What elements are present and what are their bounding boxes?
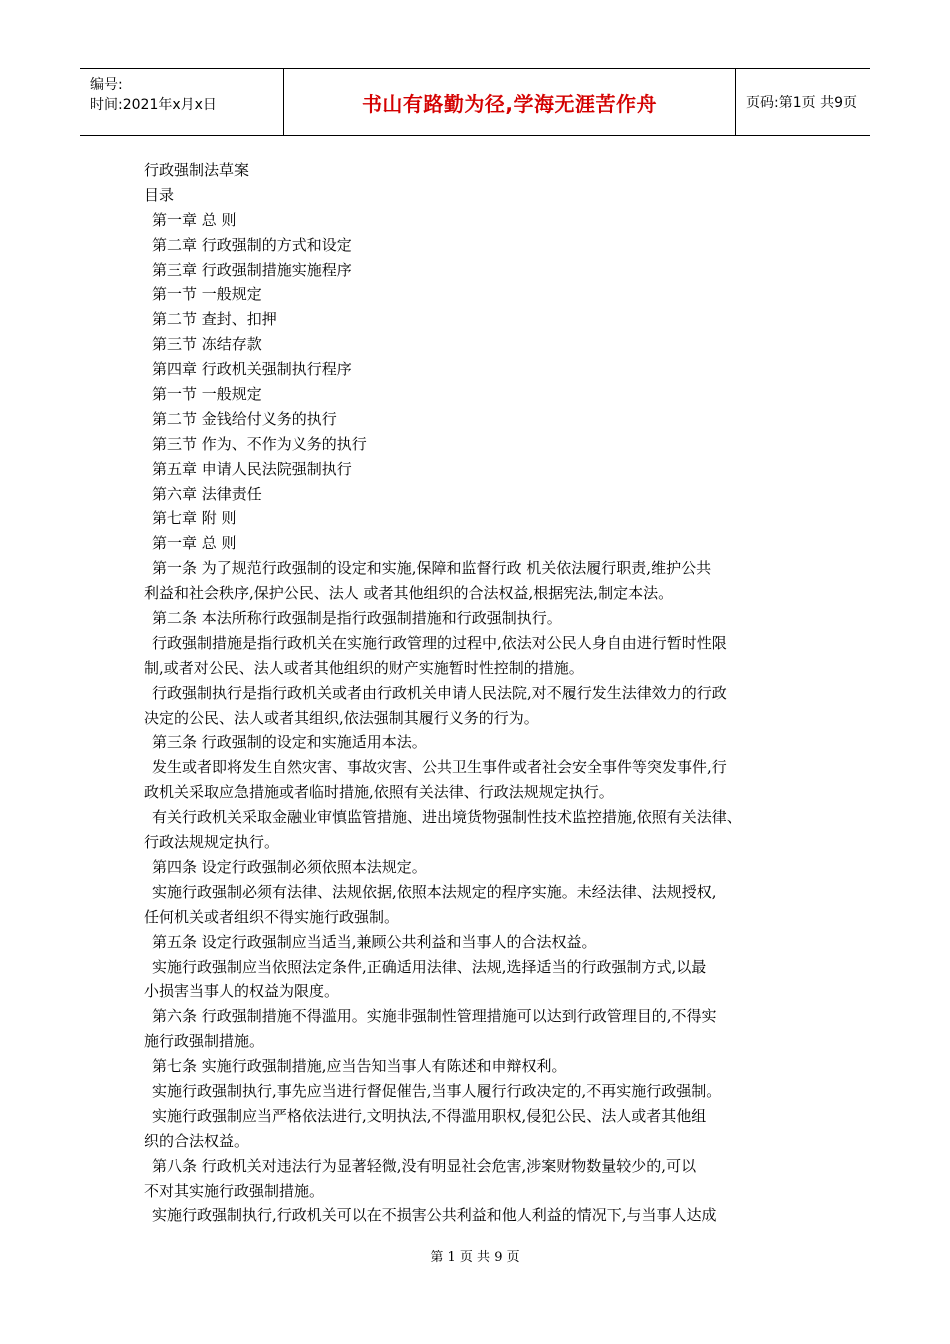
text-line: 第二节 查封、扣押 (152, 310, 277, 329)
text-line: 发生或者即将发生自然灾害、事故灾害、公共卫生事件或者社会安全事件等突发事件,行 (152, 758, 727, 777)
text-line: 第二节 金钱给付义务的执行 (152, 409, 337, 428)
document-body (144, 158, 824, 1228)
header-motto: 书山有路勤为径,学海无涯苦作舟 (284, 69, 736, 135)
text-line: 第一节 一般规定 (152, 285, 262, 304)
document-date-label: 时间:2021年x月x日 (90, 97, 217, 113)
text-line: 实施行政强制应当严格依法进行,文明执法,不得滥用职权,侵犯公民、法人或者其他组 (152, 1106, 707, 1125)
document-number-label: 编号: (90, 77, 123, 93)
text-line: 政机关采取应急措施或者临时措施,依照有关法律、行政法规规定执行。 (144, 783, 614, 802)
text-line: 行政法规规定执行。 (144, 833, 280, 852)
text-line: 利益和社会秩序,保护公民、法人 或者其他组织的合法权益,根据宪法,制定本法。 (144, 584, 674, 603)
header-table (80, 68, 870, 136)
text-line: 第五条 设定行政强制应当适当,兼顾公共利益和当事人的合法权益。 (152, 932, 597, 951)
text-line: 第三节 冻结存款 (152, 335, 262, 354)
page-footer: 第 1 页 共 9 页 (430, 1250, 520, 1265)
text-line: 织的合法权益。 (144, 1131, 250, 1150)
text-line: 第六章 法律责任 (152, 484, 262, 503)
text-line: 施行政强制措施。 (144, 1032, 265, 1051)
text-line: 第一章 总 则 (152, 210, 237, 229)
text-line: 决定的公民、法人或者其组织,依法强制其履行义务的行为。 (144, 708, 539, 727)
text-line: 有关行政机关采取金融业审慎监管措施、进出境货物强制性技术监控措施,依照有关法律、 (152, 808, 742, 827)
text-line: 第四章 行政机关强制执行程序 (152, 360, 352, 379)
text-line: 第八条 行政机关对违法行为显著轻微,没有明显社会危害,涉案财物数量较少的,可以 (152, 1156, 697, 1175)
text-line: 第四条 设定行政强制必须依照本法规定。 (152, 857, 427, 876)
text-line: 实施行政强制执行,事先应当进行督促催告,当事人履行行政决定的,不再实施行政强制。 (152, 1081, 722, 1100)
text-line: 实施行政强制应当依照法定条件,正确适用法律、法规,选择适当的行政强制方式,以最 (152, 957, 707, 976)
text-line: 制,或者对公民、法人或者其他组织的财产实施暂时性控制的措施。 (144, 658, 584, 677)
text-line: 实施行政强制执行,行政机关可以在不损害公共利益和他人利益的情况下,与当事人达成 (152, 1206, 717, 1225)
text-line: 行政强制法草案 (144, 161, 250, 179)
header-meta (80, 69, 284, 135)
text-line: 第六条 行政强制措施不得滥用。实施非强制性管理措施可以达到行政管理目的,不得实 (152, 1007, 717, 1026)
text-line: 第一节 一般规定 (152, 385, 262, 404)
text-line: 小损害当事人的权益为限度。 (144, 982, 340, 1001)
text-line: 第七章 附 则 (152, 509, 237, 528)
text-line: 行政强制执行是指行政机关或者由行政机关申请人民法院,对不履行发生法律效力的行政 (152, 683, 727, 702)
text-line: 实施行政强制必须有法律、法规依据,依照本法规定的程序实施。未经法律、法规授权, (152, 882, 717, 901)
text-line: 第二条 本法所称行政强制是指行政强制措施和行政强制执行。 (152, 609, 562, 628)
text-line: 第二章 行政强制的方式和设定 (152, 235, 352, 254)
text-line: 第一章 总 则 (152, 534, 237, 553)
text-line: 目录 (144, 185, 175, 204)
text-line: 行政强制措施是指行政机关在实施行政管理的过程中,依法对公民人身自由进行暂时性限 (152, 633, 727, 652)
text-line: 不对其实施行政强制措施。 (144, 1181, 325, 1200)
text-line: 第三章 行政强制措施实施程序 (152, 260, 352, 279)
text-line: 第三节 作为、不作为义务的执行 (152, 434, 367, 453)
text-line: 第七条 实施行政强制措施,应当告知当事人有陈述和申辩权利。 (152, 1057, 567, 1076)
header-page-number: 页码:第1页 共9页 (746, 95, 857, 111)
text-line: 第五章 申请人民法院强制执行 (152, 459, 352, 478)
text-line: 第一条 为了规范行政强制的设定和实施,保障和监督行政 机关依法履行职责,维护公共 (152, 559, 712, 578)
text-line: 任何机关或者组织不得实施行政强制。 (144, 907, 400, 926)
text-line: 第三条 行政强制的设定和实施适用本法。 (152, 733, 427, 752)
